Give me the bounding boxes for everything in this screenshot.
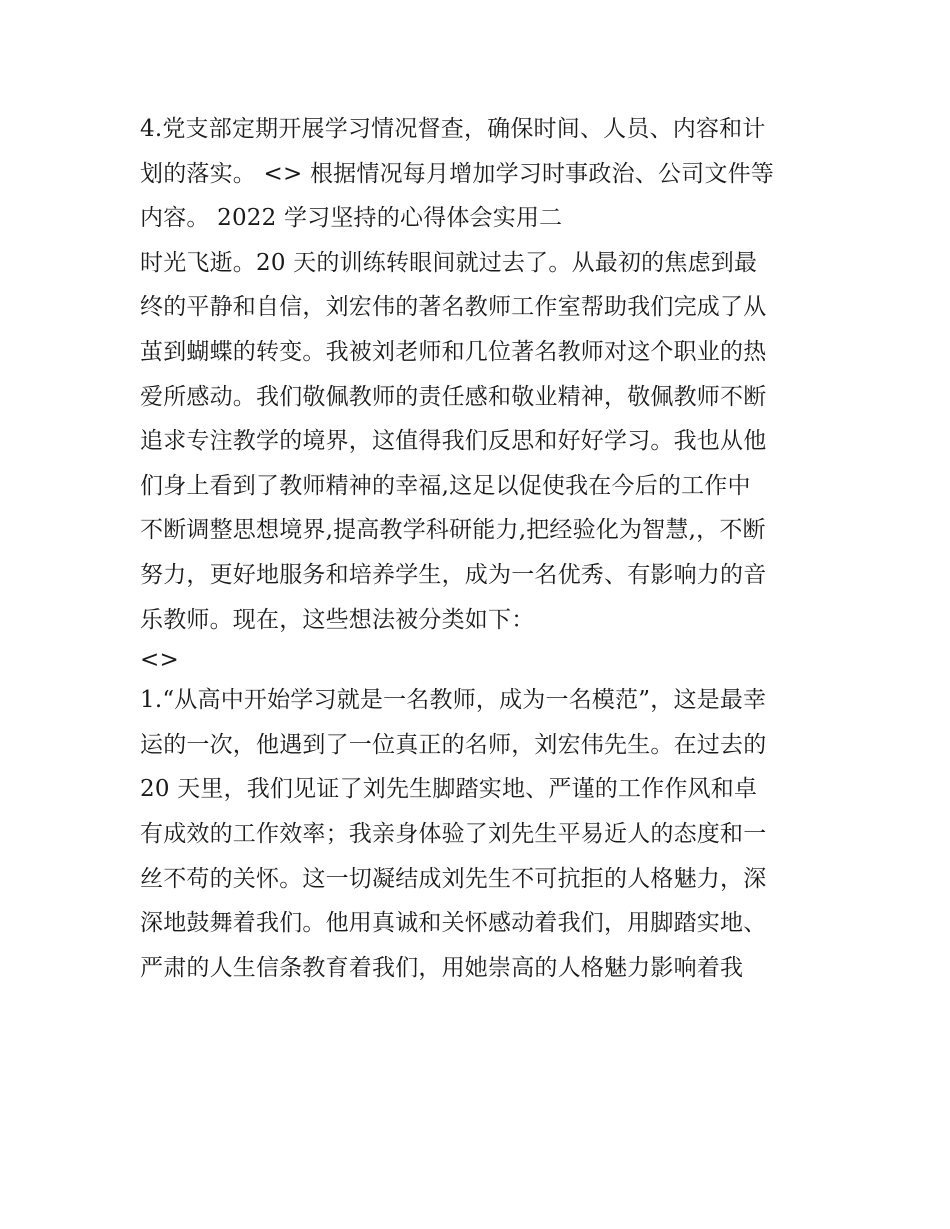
text-line: 爱所感动。我们敬佩教师的责任感和敬业精神，敬佩教师不断 — [140, 383, 767, 410]
text-line: 运的一次，他遇到了一位真正的名师，刘宏伟先生。在过去的 — [140, 731, 767, 758]
paragraph-point-one — [140, 678, 820, 990]
text-line: 20 天里，我们见证了刘先生脚踏实地、严谨的工作作风和卓 — [140, 776, 758, 803]
text-line: 追求专注教学的境界，这值得我们反思和好好学习。我也从他 — [140, 428, 767, 455]
text-line: 茧到蝴蝶的转变。我被刘老师和几位著名教师对这个职业的热 — [140, 338, 767, 365]
text-line: 丝不苟的关怀。这一切凝结成刘先生不可抗拒的人格魅力，深 — [140, 865, 767, 892]
text-line: 严肃的人生信条教育着我们，用她崇高的人格魅力影响着我 — [140, 954, 744, 981]
text-line: 时光飞逝。20 天的训练转眼间就过去了。从最初的焦虑到最 — [140, 249, 758, 276]
text-line: 终的平静和自信，刘宏伟的著名教师工作室帮助我们完成了从 — [140, 294, 767, 321]
paragraph-separator — [140, 642, 820, 678]
text-line: 深地鼓舞着我们。他用真诚和关怀感动着我们，用脚踏实地、 — [140, 910, 767, 937]
text-line: 内容。 2022 学习坚持的心得体会实用二 — [140, 205, 563, 232]
text-line: 1.“从高中开始学习就是一名教师，成为一名模范”，这是最幸 — [140, 687, 767, 714]
text-line: <> — [140, 647, 179, 674]
document-body — [140, 107, 820, 990]
text-line: 不断调整思想境界,提高教学科研能力,把经验化为智慧,，不断 — [140, 517, 766, 544]
text-line: 努力，更好地服务和培养学生，成为一名优秀、有影响力的音 — [140, 561, 767, 588]
text-line: 乐教师。现在，这些想法被分类如下： — [140, 606, 535, 633]
paragraph-training-reflection — [140, 241, 820, 642]
text-line: 划的落实。 <> 根据情况每月增加学习时事政治、公司文件等 — [140, 160, 774, 187]
text-line: 4.党支部定期开展学习情况督查，确保时间、人员、内容和计 — [140, 116, 766, 142]
paragraph-study-supervision — [140, 107, 820, 241]
text-line: 们身上看到了教师精神的幸福,这足以促使我在今后的工作中 — [140, 472, 751, 499]
text-line: 有成效的工作效率；我亲身体验了刘先生平易近人的态度和一 — [140, 820, 767, 847]
